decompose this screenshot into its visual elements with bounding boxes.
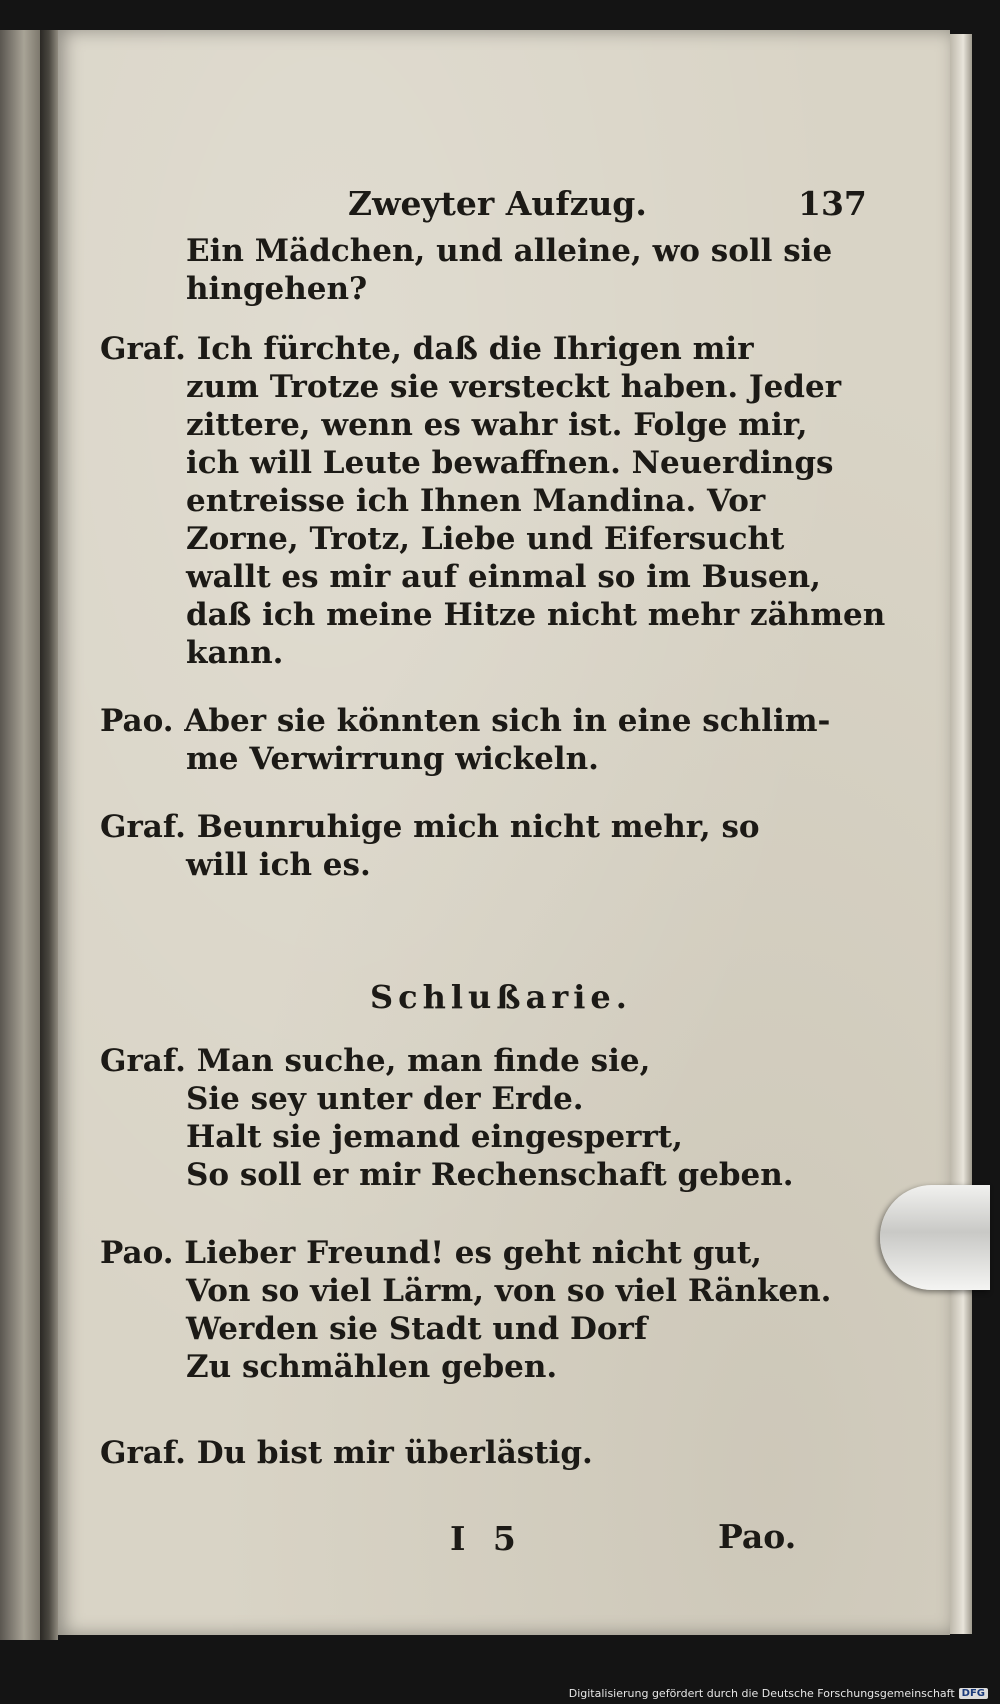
text-line: wallt es mir auf einmal so im Busen, bbox=[186, 559, 821, 595]
verse-line: Sie sey unter der Erde. bbox=[186, 1081, 584, 1117]
text-line: Zorne, Trotz, Liebe und Eifersucht bbox=[186, 521, 785, 557]
facing-page-edge bbox=[0, 30, 40, 1640]
page-stack-edge bbox=[950, 34, 972, 1634]
text-line: kann. bbox=[186, 635, 284, 671]
catchword: Pao. bbox=[718, 1517, 797, 1556]
book-page bbox=[58, 30, 950, 1635]
speaker-line: Graf. Beunruhige mich nicht mehr, so bbox=[100, 809, 760, 845]
text-line: Ein Mädchen, und alleine, wo soll sie bbox=[186, 233, 833, 269]
speaker-line: Pao. Aber sie könnten sich in eine schlim- bbox=[100, 703, 831, 739]
signature-mark: I 5 bbox=[450, 1519, 524, 1558]
verse-line: Zu schmählen geben. bbox=[186, 1349, 558, 1385]
running-head: Zweyter Aufzug. bbox=[348, 184, 647, 223]
book-gutter bbox=[40, 30, 58, 1640]
speaker-line: Graf. Du bist mir überlästig. bbox=[100, 1435, 593, 1471]
verse-line: So soll er mir Rechenschaft geben. bbox=[186, 1157, 794, 1193]
text-line: zittere, wenn es wahr ist. Folge mir, bbox=[186, 407, 808, 443]
text-line: daß ich meine Hitze nicht mehr zähmen bbox=[186, 597, 886, 633]
verse-line: Werden sie Stadt und Dorf bbox=[186, 1311, 648, 1347]
credit-text: Digitalisierung gefördert durch die Deutsche Forschungsgemeinschaft bbox=[568, 1687, 955, 1700]
text-line: will ich es. bbox=[186, 847, 371, 883]
page-number: 137 bbox=[798, 184, 867, 223]
text-line: me Verwirrung wickeln. bbox=[186, 741, 599, 777]
speaker-line: Graf. Ich fürchte, daß die Ihrigen mir bbox=[100, 331, 754, 367]
verse-line: Halt sie jemand eingesperrt, bbox=[186, 1119, 683, 1155]
verse-line: Von so viel Lärm, von so viel Ränken. bbox=[186, 1273, 832, 1309]
text-line: ich will Leute bewaffnen. Neuerdings bbox=[186, 445, 834, 481]
text-line: hingehen? bbox=[186, 271, 368, 307]
text-line: zum Trotze sie versteckt haben. Jeder bbox=[186, 369, 842, 405]
text-line: entreisse ich Ihnen Mandina. Vor bbox=[186, 483, 766, 519]
page-clip bbox=[880, 1185, 990, 1290]
speaker-line: Graf. Man suche, man finde sie, bbox=[100, 1043, 651, 1079]
digitization-credit bbox=[569, 1687, 988, 1700]
aria-heading: Schlußarie. bbox=[370, 978, 632, 1016]
dfg-logo-icon: DFG bbox=[959, 1688, 988, 1699]
speaker-line: Pao. Lieber Freund! es geht nicht gut, bbox=[100, 1235, 762, 1271]
